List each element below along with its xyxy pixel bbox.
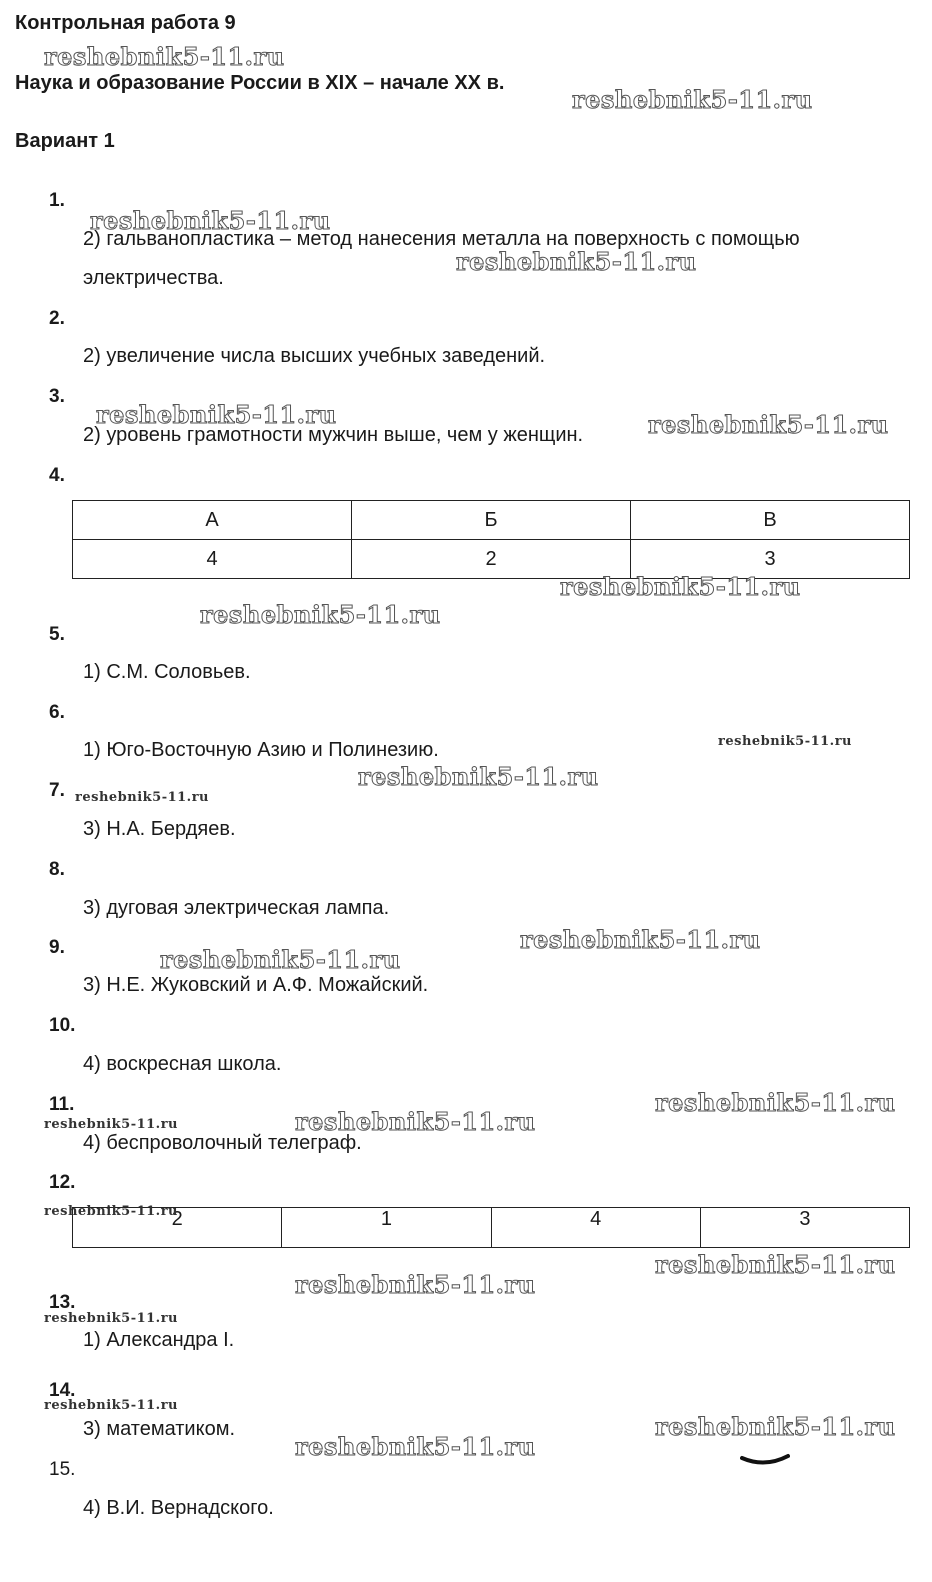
watermark: reshebnik5-11.ru (520, 925, 761, 954)
watermark: reshebnik5-11.ru (655, 1088, 896, 1117)
watermark: reshebnik5-11.ru (456, 247, 697, 276)
answer-15: 4) В.И. Вернадского. (83, 1497, 274, 1519)
question-number-5: 5. (49, 624, 65, 645)
answer-13: 1) Александра I. (83, 1329, 235, 1351)
answer-5: 1) С.М. Соловьев. (83, 661, 251, 683)
question-number-9: 9. (49, 937, 65, 958)
table-cell: 4 (73, 540, 352, 579)
table-cell: 3 (631, 540, 910, 579)
watermark: reshebnik5-11.ru (96, 400, 337, 429)
table-header-cell: А (73, 501, 352, 540)
watermark: reshebnik5-11.ru (655, 1412, 896, 1441)
watermark: reshebnik5-11.ru (295, 1107, 536, 1136)
question-number-3: 3. (49, 386, 65, 407)
question-number-14: 14. (49, 1380, 76, 1401)
table-cell: 2 (352, 540, 631, 579)
table-cell: 2 (73, 1208, 282, 1248)
watermark: reshebnik5-11.ru (90, 206, 331, 235)
table-header-cell: В (631, 501, 910, 540)
table-header-cell: Б (352, 501, 631, 540)
question-number-10: 10. (49, 1015, 76, 1036)
answer-11: 4) беспроволочный телеграф. (83, 1132, 362, 1154)
watermark: reshebnik5-11.ru (295, 1270, 536, 1299)
variant-label: Вариант 1 (15, 130, 115, 152)
answer-10: 4) воскресная школа. (83, 1053, 282, 1075)
question-number-2: 2. (49, 308, 65, 329)
question-number-11: 11. (49, 1094, 75, 1115)
question-number-15: 15. (49, 1459, 76, 1480)
watermark: reshebnik5-11.ru (75, 790, 210, 805)
answer-3: 2) уровень грамотности мужчин выше, чем у женщин. (83, 424, 584, 446)
watermark: reshebnik5-11.ru (44, 1311, 179, 1326)
table-cell: 1 (282, 1208, 491, 1248)
answer-1: 2) гальванопластика – метод нанесения металла на поверхность с помощью (83, 228, 800, 250)
page-title: Контрольная работа 9 (15, 12, 236, 34)
question-number-4: 4. (49, 465, 65, 486)
watermark: reshebnik5-11.ru (44, 42, 285, 71)
answer-7: 3) Н.А. Бердяев. (83, 818, 236, 840)
watermark: reshebnik5-11.ru (160, 945, 401, 974)
answer-1-continued: электричества. (83, 267, 224, 289)
answer-table-4 (72, 500, 910, 579)
watermark: reshebnik5-11.ru (44, 1398, 179, 1413)
table-row (73, 1208, 910, 1248)
watermark: reshebnik5-11.ru (44, 1204, 179, 1219)
watermark: reshebnik5-11.ru (648, 410, 889, 439)
answer-9: 3) Н.Е. Жуковский и А.Ф. Можайский. (83, 974, 429, 996)
answer-2: 2) увеличение числа высших учебных заведений. (83, 345, 546, 367)
question-number-7: 7. (49, 780, 65, 801)
answer-6: 1) Юго-Восточную Азию и Полинезию. (83, 739, 439, 761)
watermark: reshebnik5-11.ru (358, 762, 599, 791)
watermark: reshebnik5-11.ru (572, 85, 813, 114)
page-subtitle: Наука и образование России в XIX – начале XX в. (15, 72, 505, 94)
question-number-13: 13. (49, 1292, 76, 1313)
watermark: reshebnik5-11.ru (44, 1117, 179, 1132)
question-number-12: 12. (49, 1172, 76, 1193)
question-number-1: 1. (49, 190, 65, 211)
question-number-8: 8. (49, 859, 65, 880)
watermark: reshebnik5-11.ru (200, 600, 441, 629)
question-number-6: 6. (49, 702, 65, 723)
table-cell: 3 (700, 1208, 909, 1248)
watermark: reshebnik5-11.ru (295, 1432, 536, 1461)
answer-8: 3) дуговая электрическая лампа. (83, 897, 390, 919)
answer-table-12 (72, 1207, 910, 1248)
pen-mark-icon (740, 1452, 790, 1470)
watermark: reshebnik5-11.ru (655, 1250, 896, 1279)
watermark: reshebnik5-11.ru (560, 572, 801, 601)
answer-14: 3) математиком. (83, 1418, 236, 1440)
table-row (73, 501, 910, 540)
table-cell: 4 (491, 1208, 700, 1248)
watermark: reshebnik5-11.ru (718, 734, 853, 749)
